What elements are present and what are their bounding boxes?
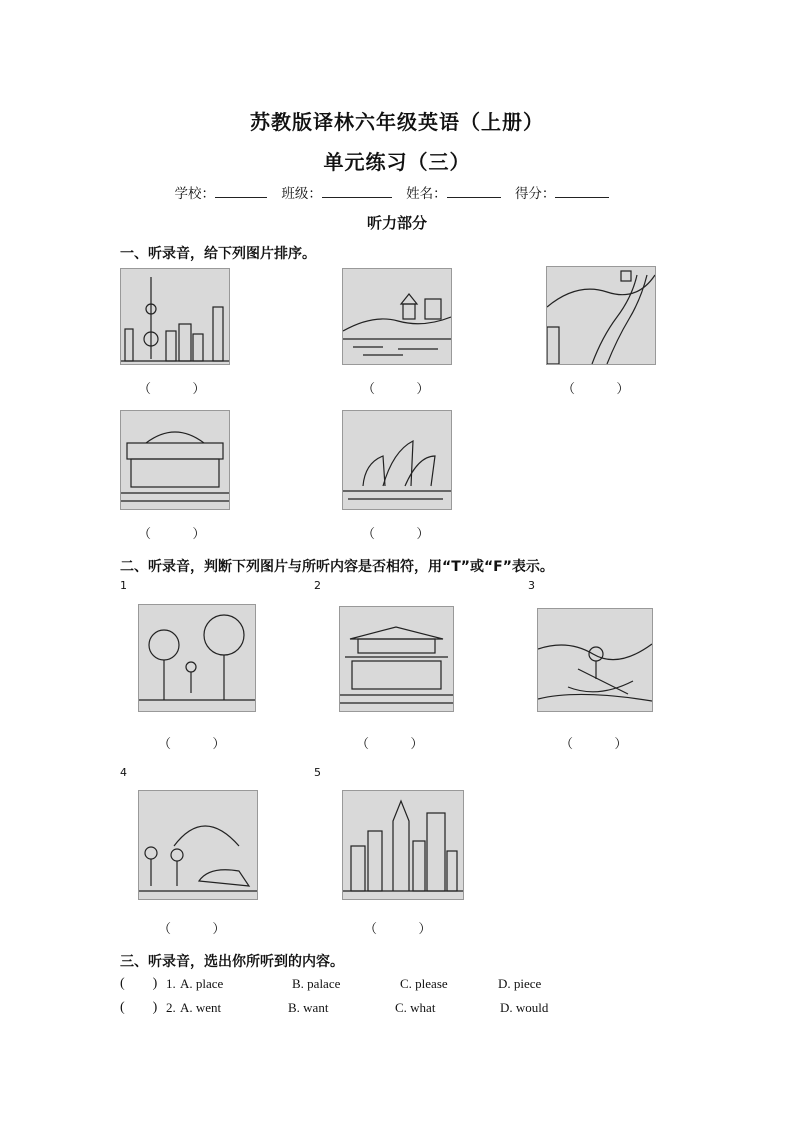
section3-title: 三、听录音，选出你所听到的内容。 [120, 954, 344, 970]
answer-paren[interactable]: （ ） [138, 382, 206, 397]
oriental-pearl-skyline-icon [120, 268, 230, 365]
student-info-row [0, 182, 794, 202]
city-skyscrapers-icon [342, 790, 464, 900]
section2-title: 二、听录音，判断下列图片与所听内容是否相符，用“T”或“F”表示。 [120, 559, 554, 575]
class-label: 班级： [281, 186, 322, 202]
answer-paren[interactable]: （ ） [364, 922, 432, 937]
option-a: A. place [180, 976, 224, 991]
question-number: 5 [314, 766, 321, 779]
question-number: 1 [120, 579, 127, 592]
option-d: D. piece [498, 976, 542, 991]
palace-building-icon [339, 606, 454, 712]
section1-title: 一、听录音，给下列图片排序。 [120, 246, 316, 262]
answer-paren[interactable]: （ ） [560, 737, 628, 752]
question-number: 4 [120, 766, 127, 779]
answer-paren[interactable]: ( ) [120, 1000, 158, 1015]
answer-paren[interactable]: （ ） [562, 382, 630, 397]
option-d: D. would [500, 1000, 549, 1015]
choice-row [120, 1000, 680, 1020]
answer-paren[interactable]: （ ） [362, 527, 430, 542]
question-number: 3 [528, 579, 535, 592]
shanghai-museum-icon [120, 410, 230, 510]
name-label: 姓名： [406, 186, 447, 202]
option-c: C. what [395, 1000, 436, 1015]
choice-row [120, 976, 680, 996]
option-a: A. went [180, 1000, 222, 1015]
question-number: 2. [166, 1000, 176, 1015]
answer-paren[interactable]: （ ） [158, 922, 226, 937]
question-number: 1. [166, 976, 176, 991]
great-wall-icon [546, 266, 656, 365]
class-blank[interactable] [322, 185, 392, 198]
answer-paren[interactable]: （ ） [158, 737, 226, 752]
answer-paren[interactable]: （ ） [356, 737, 424, 752]
school-label: 学校： [174, 186, 216, 202]
school-blank[interactable] [215, 185, 267, 198]
answer-paren[interactable]: （ ） [362, 382, 430, 397]
listening-header: 听力部分 [366, 214, 427, 232]
sydney-opera-house-icon [342, 410, 452, 510]
score-label: 得分： [514, 186, 556, 202]
people-dome-tent-icon [138, 790, 258, 900]
page-title: 苏教版译林六年级英语（上册） [250, 110, 544, 134]
question-number: 2 [314, 579, 321, 592]
girl-rowing-boat-icon [537, 608, 653, 712]
pavilion-lake-icon [342, 268, 452, 365]
answer-paren[interactable]: ( ) [120, 976, 158, 991]
option-c: C. please [400, 976, 448, 991]
option-b: B. want [288, 1000, 329, 1015]
option-b: B. palace [292, 976, 341, 991]
page-subtitle: 单元练习（三） [323, 150, 471, 174]
score-blank[interactable] [555, 185, 609, 198]
park-trees-person-icon [138, 604, 256, 712]
answer-paren[interactable]: （ ） [138, 527, 206, 542]
name-blank[interactable] [447, 185, 501, 198]
